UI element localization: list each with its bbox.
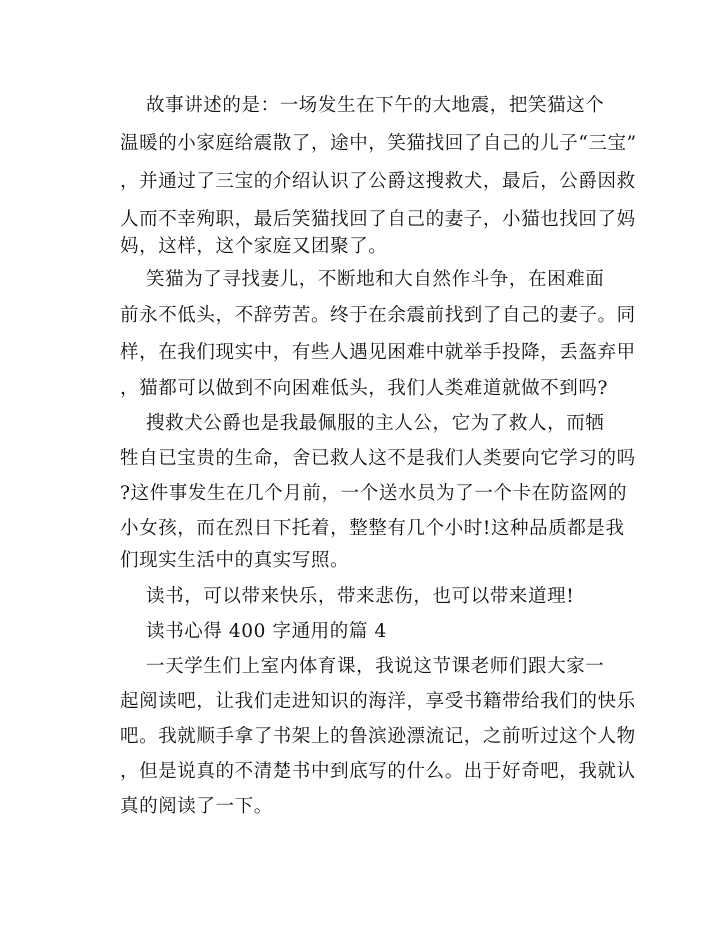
text-line-21: 真的阅读了一下。 [120,796,273,817]
text-line-16: 读书心得 400 字通用的篇 4 [146,621,387,642]
text-line-7: 前永不低头，不辞劳苦。终于在余震前找到了自己的妻子。同 [120,305,636,326]
text-line-11: 牲自已宝贵的生命，舍已救人这不是我们人类要向它学习的吗 [120,448,636,469]
text-line-14: 们现实生活中的真实写照。 [120,550,350,571]
text-line-19: 吧。我就顺手拿了书架上的鲁滨逊漂流记，之前听过这个人物 [120,726,636,747]
text-line-13: 小女孩，而在烈日下托着，整整有几个小时!这种品质都是我 [120,518,625,539]
text-line-4: 人而不幸殉职，最后笑猫找回了自己的妻子，小猫也找回了妈 [120,209,636,230]
text-line-2: 温暖的小家庭给震散了，途中，笑猫找回了自己的儿子“三宝” [120,133,637,154]
text-line-15: 读书，可以带来快乐，带来悲伤，也可以带来道理! [146,586,575,607]
text-line-3: ，并通过了三宝的介绍认识了公爵这搜救犬，最后，公爵因救 [120,171,636,192]
text-line-10: 搜救犬公爵也是我最佩服的主人公，它为了救人，而牺 [146,413,605,434]
text-line-8: 样，在我们现实中，有些人遇见困难中就举手投降，丢盔弃甲 [120,342,636,363]
text-line-20: ，但是说真的不清楚书中到底写的什么。出于好奇吧，我就认 [120,761,636,782]
text-line-17: 一天学生们上室内体育课，我说这节课老师们跟大家一 [146,656,605,677]
text-line-9: ，猫都可以做到不向困难低头，我们人类难道就做不到吗? [120,378,609,399]
text-line-6: 笑猫为了寻找妻儿，不断地和大自然作斗争，在困难面 [146,269,605,290]
text-line-5: 妈，这样，这个家庭又团聚了。 [120,236,388,257]
text-line-1: 故事讲述的是：一场发生在下午的大地震，把笑猫这个 [146,95,605,116]
text-line-18: 起阅读吧，让我们走进知识的海洋，享受书籍带给我们的快乐 [120,691,636,712]
text-line-12: ?这件事发生在几个月前，一个送水员为了一个卡在防盗网的 [120,483,628,504]
